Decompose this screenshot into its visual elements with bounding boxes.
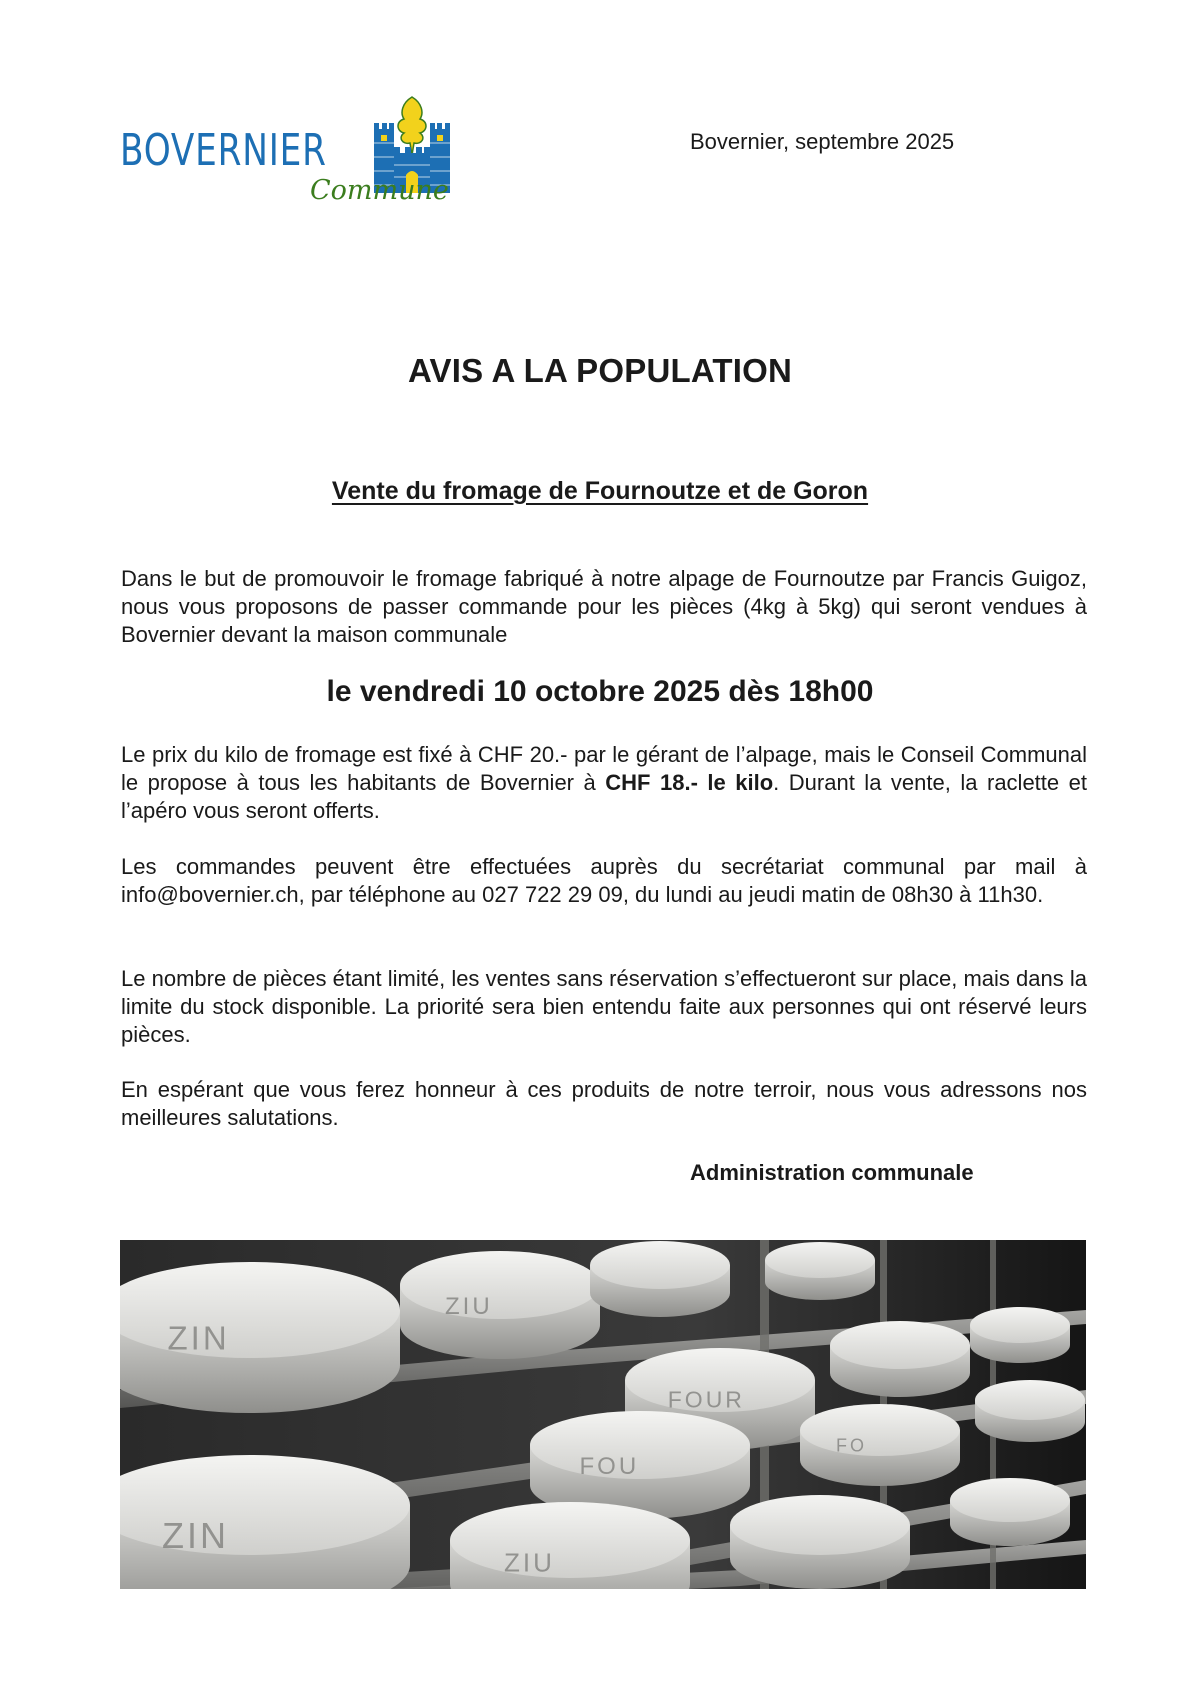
cheese-wheel bbox=[120, 1455, 410, 1589]
paragraph-stock: Le nombre de pièces étant limité, les ventes sans réservation s’effectueront sur place, mais dans la limite du stock disponible. La priorité sera bien entendu faite aux personnes qui ont réservé leurs pièces. bbox=[121, 966, 1087, 1047]
cheese-wheel bbox=[765, 1242, 875, 1300]
cheese-cellar-photo bbox=[120, 1240, 1086, 1589]
wheel-stamp-text: ZIN bbox=[167, 1319, 230, 1357]
wheel-stamp-text: FOU bbox=[579, 1452, 640, 1480]
event-date-highlight: le vendredi 10 octobre 2025 dès 18h00 bbox=[326, 675, 874, 708]
date-line: Bovernier, septembre 2025 bbox=[690, 129, 955, 154]
paragraph-price bbox=[121, 741, 1087, 825]
signature: Administration communale bbox=[690, 1160, 974, 1185]
cheese-wheel bbox=[975, 1380, 1085, 1442]
cheese-wheel bbox=[800, 1404, 960, 1486]
cheese-wheel bbox=[830, 1321, 970, 1397]
cheese-illustration bbox=[120, 1240, 1086, 1589]
cheese-wheel bbox=[950, 1478, 1070, 1546]
cheese-wheel bbox=[730, 1495, 910, 1589]
price-text-after: . Durant la vente, la raclette et l’apéro vous seront offerts. bbox=[121, 770, 1087, 823]
cheese-wheel bbox=[120, 1262, 400, 1413]
page-title: AVIS A LA POPULATION bbox=[407, 352, 793, 389]
wheel-stamp-text: ZIU bbox=[445, 1292, 493, 1320]
cheese-wheel bbox=[450, 1502, 690, 1589]
paragraph-closing: En espérant que vous ferez honneur à ces produits de notre terroir, nous vous adressons nos meilleures salutations. bbox=[121, 1077, 1087, 1130]
wheel-stamp-text: FO bbox=[836, 1435, 867, 1456]
cheese-wheel bbox=[970, 1307, 1070, 1363]
cheese-wheel bbox=[590, 1241, 730, 1317]
logo-wordmark: BOVERNIER bbox=[120, 125, 327, 176]
paragraph-intro: Dans le but de promouvoir le fromage fabriqué à notre alpage de Fournoutze par Francis Guigoz, nous vous proposons de passer commande pour les pièces (4kg à 5kg) qui seront vendues à Bovernier devant la maison communale bbox=[121, 566, 1087, 647]
wheel-stamp-text: FOUR bbox=[667, 1386, 745, 1413]
cheese-wheel bbox=[400, 1251, 600, 1359]
price-bold: CHF 18.- le kilo bbox=[605, 770, 774, 795]
paragraph-orders: Les commandes peuvent être effectuées auprès du secrétariat communal par mail à info@bovernier.ch, par téléphone au 027 722 29 09, du lundi au jeudi matin de 08h30 à 11h30. bbox=[121, 854, 1087, 907]
logo-subtitle: Commune bbox=[310, 175, 449, 206]
price-text-before: Le prix du kilo de fromage est fixé à CHF 20.- par le gérant de l’alpage, mais le Conseil Communal le propose à tous les habitants de Bovernier à bbox=[121, 742, 1087, 795]
wheel-stamp-text: ZIN bbox=[162, 1515, 229, 1557]
wheel-stamp-text: ZIU bbox=[504, 1547, 555, 1578]
commune-logo bbox=[120, 95, 450, 215]
notice-subtitle: Vente du fromage de Fournoutze et de Goron bbox=[331, 477, 869, 505]
